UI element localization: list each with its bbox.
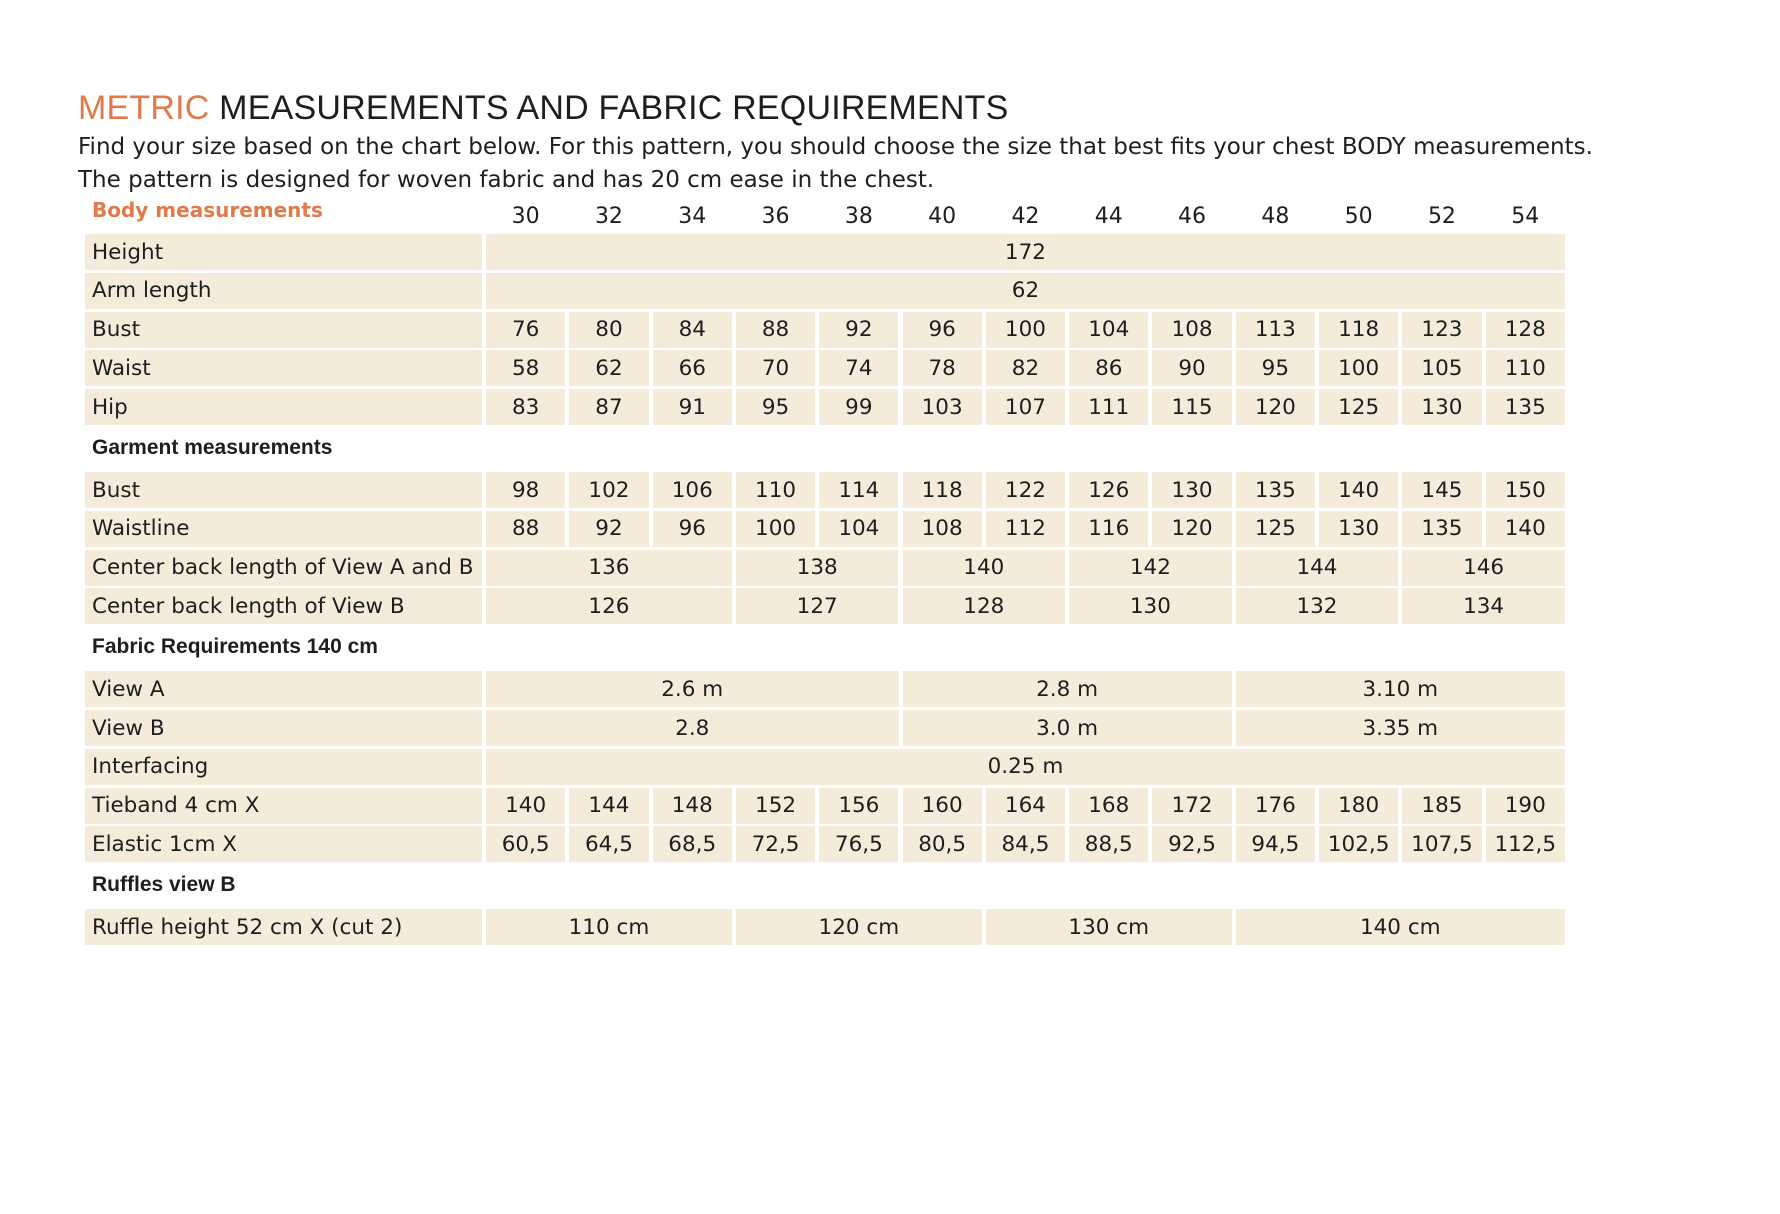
value-cell: 120 (1152, 511, 1231, 547)
value-cell: 130 (1152, 472, 1231, 508)
section-heading: Ruffles view B (92, 873, 236, 897)
size-header: 46 (1178, 203, 1207, 229)
merged-value-cell: 130 (1069, 588, 1232, 624)
size-header: 52 (1427, 203, 1456, 229)
value-cell: 156 (819, 788, 898, 824)
value-cell: 115 (1152, 389, 1231, 425)
table-row (85, 389, 1709, 425)
size-header: 40 (928, 203, 957, 229)
size-header: 50 (1344, 203, 1373, 229)
size-header: 32 (594, 203, 623, 229)
merged-value-cell: 138 (736, 550, 899, 586)
value-cell: 140 (486, 788, 565, 824)
value-cell: 128 (1486, 312, 1565, 348)
merged-value-cell: 2.6 m (486, 671, 899, 707)
value-cell: 104 (819, 511, 898, 547)
intro-line-1: Find your size based on the chart below. For this pattern, you should choose the size that best fits your chest BODY measurements. (78, 134, 1593, 160)
row-label: Bust (85, 312, 482, 348)
value-cell: 88 (736, 312, 815, 348)
merged-value-cell: 134 (1402, 588, 1565, 624)
merged-value-cell: 120 cm (736, 909, 982, 945)
value-cell: 100 (986, 312, 1065, 348)
value-cell: 135 (1486, 389, 1565, 425)
value-cell: 78 (903, 350, 982, 386)
section-heading: Garment measurements (92, 436, 333, 459)
merged-value-cell: 172 (486, 234, 1565, 270)
table-row (85, 788, 1709, 824)
value-cell: 102,5 (1319, 826, 1398, 862)
value-cell: 70 (736, 350, 815, 386)
value-cell: 118 (903, 472, 982, 508)
table-row (85, 234, 1709, 270)
value-cell: 190 (1486, 788, 1565, 824)
value-cell: 88,5 (1069, 826, 1148, 862)
size-header: 38 (844, 203, 873, 229)
value-cell: 74 (819, 350, 898, 386)
row-label: Hip (85, 389, 482, 425)
table-row (85, 710, 1709, 746)
value-cell: 150 (1486, 472, 1565, 508)
value-cell: 90 (1152, 350, 1231, 386)
value-cell: 92 (569, 511, 648, 547)
merged-value-cell: 3.35 m (1236, 710, 1565, 746)
table-row (85, 550, 1709, 586)
value-cell: 60,5 (486, 826, 565, 862)
value-cell: 68,5 (653, 826, 732, 862)
value-cell: 106 (653, 472, 732, 508)
value-cell: 96 (653, 511, 732, 547)
intro-line-2: The pattern is designed for woven fabric and has 20 cm ease in the chest. (78, 167, 935, 193)
row-label: Arm length (85, 273, 482, 309)
table-row (85, 273, 1709, 309)
value-cell: 98 (486, 472, 565, 508)
value-cell: 160 (903, 788, 982, 824)
value-cell: 130 (1319, 511, 1398, 547)
value-cell: 130 (1402, 389, 1481, 425)
merged-value-cell: 130 cm (986, 909, 1232, 945)
value-cell: 66 (653, 350, 732, 386)
row-label: Interfacing (85, 749, 482, 785)
value-cell: 94,5 (1236, 826, 1315, 862)
value-cell: 140 (1319, 472, 1398, 508)
value-cell: 108 (903, 511, 982, 547)
merged-value-cell: 136 (486, 550, 732, 586)
value-cell: 102 (569, 472, 648, 508)
value-cell: 96 (903, 312, 982, 348)
page-title (78, 88, 1008, 128)
intro-text (78, 131, 1718, 197)
merged-value-cell: 3.10 m (1236, 671, 1565, 707)
value-cell: 176 (1236, 788, 1315, 824)
table-row (85, 472, 1709, 508)
value-cell: 58 (486, 350, 565, 386)
value-cell: 103 (903, 389, 982, 425)
size-header-row (85, 196, 1709, 236)
value-cell: 88 (486, 511, 565, 547)
value-cell: 62 (569, 350, 648, 386)
value-cell: 123 (1402, 312, 1481, 348)
value-cell: 99 (819, 389, 898, 425)
merged-value-cell: 140 cm (1236, 909, 1565, 945)
value-cell: 140 (1486, 511, 1565, 547)
value-cell: 113 (1236, 312, 1315, 348)
merged-value-cell: 62 (486, 273, 1565, 309)
value-cell: 148 (653, 788, 732, 824)
value-cell: 92 (819, 312, 898, 348)
table-row (85, 312, 1709, 348)
value-cell: 107 (986, 389, 1065, 425)
title-accent: METRIC (78, 89, 210, 127)
row-label: View A (85, 671, 482, 707)
value-cell: 125 (1236, 511, 1315, 547)
value-cell: 164 (986, 788, 1065, 824)
value-cell: 82 (986, 350, 1065, 386)
body-measurements-heading: Body measurements (92, 198, 323, 222)
table-row (85, 671, 1709, 707)
size-header: 36 (761, 203, 790, 229)
value-cell: 83 (486, 389, 565, 425)
row-label: Waist (85, 350, 482, 386)
value-cell: 110 (736, 472, 815, 508)
table-row (85, 749, 1709, 785)
merged-value-cell: 132 (1236, 588, 1399, 624)
value-cell: 86 (1069, 350, 1148, 386)
merged-value-cell: 2.8 (486, 710, 899, 746)
row-label: Ruffle height 52 cm X (cut 2) (85, 909, 482, 945)
value-cell: 172 (1152, 788, 1231, 824)
value-cell: 87 (569, 389, 648, 425)
section-heading: Fabric Requirements 140 cm (92, 635, 378, 659)
size-header: 54 (1511, 203, 1540, 229)
value-cell: 135 (1236, 472, 1315, 508)
row-label: View B (85, 710, 482, 746)
table-row (85, 511, 1709, 547)
value-cell: 91 (653, 389, 732, 425)
value-cell: 185 (1402, 788, 1481, 824)
row-label: Center back length of View B (85, 588, 482, 624)
value-cell: 80,5 (903, 826, 982, 862)
merged-value-cell: 146 (1402, 550, 1565, 586)
title-rest: MEASUREMENTS AND FABRIC REQUIREMENTS (209, 89, 1009, 127)
size-header: 42 (1011, 203, 1040, 229)
value-cell: 110 (1486, 350, 1565, 386)
size-header: 48 (1261, 203, 1290, 229)
value-cell: 100 (1319, 350, 1398, 386)
value-cell: 76 (486, 312, 565, 348)
value-cell: 135 (1402, 511, 1481, 547)
value-cell: 145 (1402, 472, 1481, 508)
value-cell: 120 (1236, 389, 1315, 425)
value-cell: 104 (1069, 312, 1148, 348)
row-label: Elastic 1cm X (85, 826, 482, 862)
value-cell: 111 (1069, 389, 1148, 425)
merged-value-cell: 142 (1069, 550, 1232, 586)
merged-value-cell: 110 cm (486, 909, 732, 945)
value-cell: 95 (736, 389, 815, 425)
value-cell: 122 (986, 472, 1065, 508)
value-cell: 112 (986, 511, 1065, 547)
merged-value-cell: 126 (486, 588, 732, 624)
size-header: 30 (511, 203, 540, 229)
row-label: Waistline (85, 511, 482, 547)
merged-value-cell: 2.8 m (903, 671, 1232, 707)
value-cell: 126 (1069, 472, 1148, 508)
merged-value-cell: 127 (736, 588, 899, 624)
table-row (85, 588, 1709, 624)
value-cell: 100 (736, 511, 815, 547)
value-cell: 180 (1319, 788, 1398, 824)
value-cell: 114 (819, 472, 898, 508)
value-cell: 125 (1319, 389, 1398, 425)
row-label: Bust (85, 472, 482, 508)
size-header: 44 (1094, 203, 1123, 229)
table-row (85, 826, 1709, 862)
value-cell: 80 (569, 312, 648, 348)
value-cell: 107,5 (1402, 826, 1481, 862)
value-cell: 112,5 (1486, 826, 1565, 862)
value-cell: 72,5 (736, 826, 815, 862)
value-cell: 108 (1152, 312, 1231, 348)
row-label: Height (85, 234, 482, 270)
value-cell: 84 (653, 312, 732, 348)
merged-value-cell: 140 (903, 550, 1066, 586)
merged-value-cell: 128 (903, 588, 1066, 624)
value-cell: 152 (736, 788, 815, 824)
table-row (85, 350, 1709, 386)
merged-value-cell: 144 (1236, 550, 1399, 586)
value-cell: 168 (1069, 788, 1148, 824)
row-label: Center back length of View A and B (85, 550, 482, 586)
merged-value-cell: 3.0 m (903, 710, 1232, 746)
row-label: Tieband 4 cm X (85, 788, 482, 824)
value-cell: 92,5 (1152, 826, 1231, 862)
value-cell: 84,5 (986, 826, 1065, 862)
merged-value-cell: 0.25 m (486, 749, 1565, 785)
value-cell: 105 (1402, 350, 1481, 386)
value-cell: 118 (1319, 312, 1398, 348)
value-cell: 116 (1069, 511, 1148, 547)
table-row (85, 909, 1709, 945)
value-cell: 144 (569, 788, 648, 824)
size-header: 34 (678, 203, 707, 229)
value-cell: 64,5 (569, 826, 648, 862)
value-cell: 95 (1236, 350, 1315, 386)
value-cell: 76,5 (819, 826, 898, 862)
